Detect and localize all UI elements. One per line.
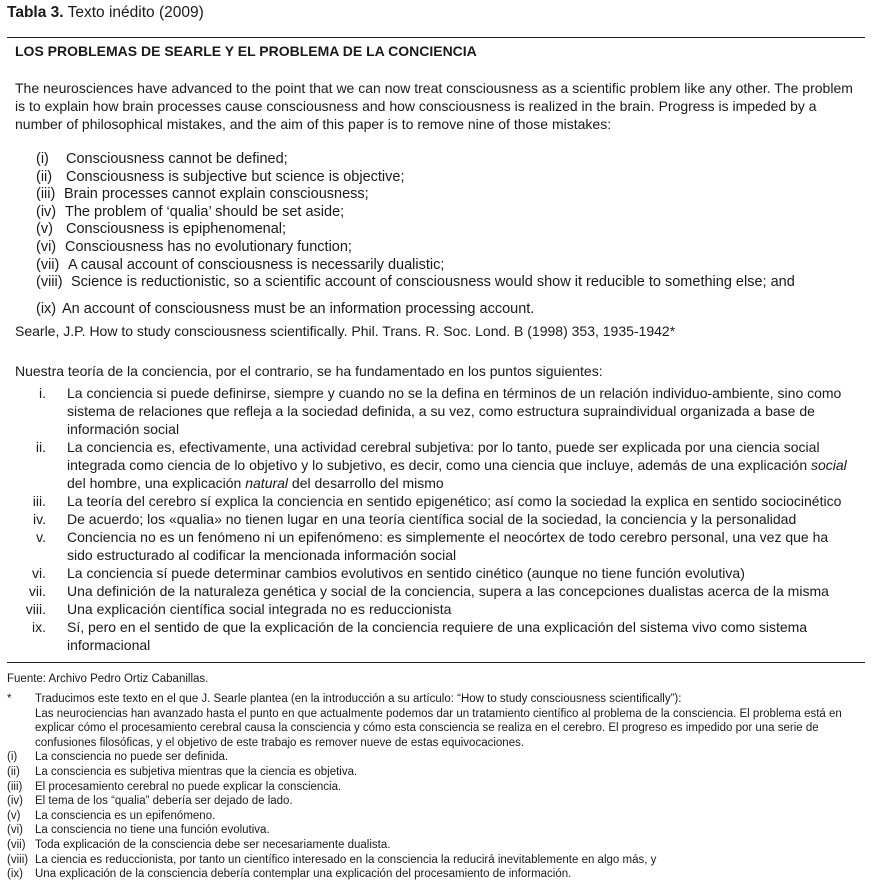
table-title: Texto inédito (2009): [67, 4, 204, 21]
translation-item: (ii) La consciencia es subjetiva mientras que la ciencia es objetiva.: [7, 765, 358, 778]
response-item: vii. Una definición de la naturaleza genética y social de la conciencia, supera a las concepciones dualistas acerca de la misma: [28, 583, 829, 599]
source-note: Fuente: Archivo Pedro Ortiz Cabanillas.: [7, 673, 209, 685]
mistake-item: (ii) Consciousness is subjective but science is objective;: [36, 168, 405, 185]
response-item: ii. La conciencia es, efectivamente, una actividad cerebral subjetiva: por lo tanto, puede ser explicada por una ciencia social integrada como ciencia de lo objetivo y lo subjetivo, es decir, como una ciencia que incluye, además de una explicación social del hombre, una explicación natural del desarrollo del mismo: [35, 439, 847, 491]
top-rule: [7, 37, 865, 38]
reference-citation: Searle, J.P. How to study consciousness scientifically. Phil. Trans. R. Soc. Lond. B (1998) 353, 1935-1942*: [15, 323, 676, 339]
response-item: iii. La teoría del cerebro sí explica la conciencia en sentido epigenético; así como la sociedad la explica en sentido sociocinético: [32, 493, 842, 509]
mistakes-list: [36, 151, 795, 318]
translation-item: (viii) La ciencia es reduccionista, por tanto un científico interesado en la consciencia la reducirá inevitablemente en algo más, y: [7, 853, 657, 866]
translation-item: (iii) El procesamiento cerebral no puede explicar la consciencia.: [7, 780, 342, 793]
bottom-rule: [7, 662, 865, 663]
response-item: viii. Una explicación científica social integrada no es reduccionista: [25, 601, 452, 617]
mistake-item: (iv) The problem of ‘qualia’ should be set aside;: [36, 203, 345, 220]
mistake-item: (vii) A causal account of consciousness is necessarily dualistic;: [36, 256, 445, 273]
response-item: vi. La conciencia sí puede determinar cambios evolutivos en sentido cinético (aunque no tiene función evolutiva): [32, 565, 745, 581]
section-heading: LOS PROBLEMAS DE SEARLE Y EL PROBLEMA DE LA CONCIENCIA: [15, 43, 477, 59]
translation-item: (v) La consciencia es un epifenómeno.: [7, 809, 216, 822]
table-caption: [7, 4, 204, 22]
response-item: i. La conciencia si puede definirse, siempre y cuando no se la defina en términos de un relación individuo-ambiente, sino como sistema de relaciones que refleja a la sociedad definida, a su vez, como estructura supraindividual organizada a base de información social: [39, 385, 842, 437]
footnote-intro: * Traducimos este texto en el que J. Searle plantea (en la introducción a su artículo: “How to study consciousness scientifically”): Las neurociencias han avanzado hasta el punto en que actualmente podemos dar un tratamiento científico al problema de la consciencia. El problema está en explicar cómo el procesamiento cerebral causa la consciencia y cómo esta consciencia se realiza en el cerebro. El progreso es impedido por una serie de confusiones filosóficas, y el objetivo de este trabajo es remover nueve de estas equivocaciones.: [7, 693, 842, 749]
intro-sentence: Nuestra teoría de la conciencia, por el contrario, se ha fundamentado en los puntos siguientes:: [15, 363, 603, 379]
table-label: Tabla 3.: [7, 4, 64, 21]
translation-item: (vii) Toda explicación de la consciencia debe ser necesariamente dualista.: [7, 838, 391, 851]
mistake-item: (viii) Science is reductionistic, so a scientific account of consciousness would show it reducible to something else; and: [36, 274, 795, 291]
translation-item: (i) La consciencia no puede ser definida.: [7, 751, 229, 764]
response-item: v. Conciencia no es un fenómeno ni un epifenómeno: es simplemente el neocórtex de todo cerebro personal, una vez que ha sido estructurado al codificar la mencionada información social: [36, 529, 829, 563]
mistake-item: (i) Consciousness cannot be defined;: [36, 151, 288, 167]
translation-item: (ix) Una explicación de la consciencia debería contemplar una explicación del procesamiento de información.: [7, 868, 572, 881]
responses-list: [0, 384, 857, 654]
mistake-item: (iii) Brain processes cannot explain consciousness;: [36, 186, 369, 203]
translation-item: (vi) La consciencia no tiene una función evolutiva.: [7, 824, 270, 837]
mistake-item: (vi) Consciousness has no evolutionary function;: [36, 238, 352, 255]
abstract-paragraph: The neurosciences have advanced to the point that we can now treat consciousness as a scientific problem like any other. The problem is to explain how brain processes cause consciousness and how consciousness is realized in the brain. Progress is impeded by a number of philosophical mistakes, and the aim of this paper is to remove nine of those mistakes:: [15, 80, 853, 132]
mistake-item: (v) Consciousness is epiphenomenal;: [36, 221, 287, 238]
footnote: [7, 692, 867, 882]
response-item: iv. De acuerdo; los «qualia» no tienen lugar en una teoría científica social de la sociedad, la conciencia y la personalidad: [33, 511, 797, 527]
footnote-mark: *: [7, 693, 12, 705]
response-item: ix. Sí, pero en el sentido de que la explicación de la conciencia requiere de una explicación del sistema vivo como sistema informacional: [32, 619, 808, 653]
mistake-item: (ix) An account of consciousness must be an information processing account.: [36, 300, 535, 317]
translation-item: (iv) El tema de los “qualia” debería ser dejado de lado.: [7, 795, 293, 808]
